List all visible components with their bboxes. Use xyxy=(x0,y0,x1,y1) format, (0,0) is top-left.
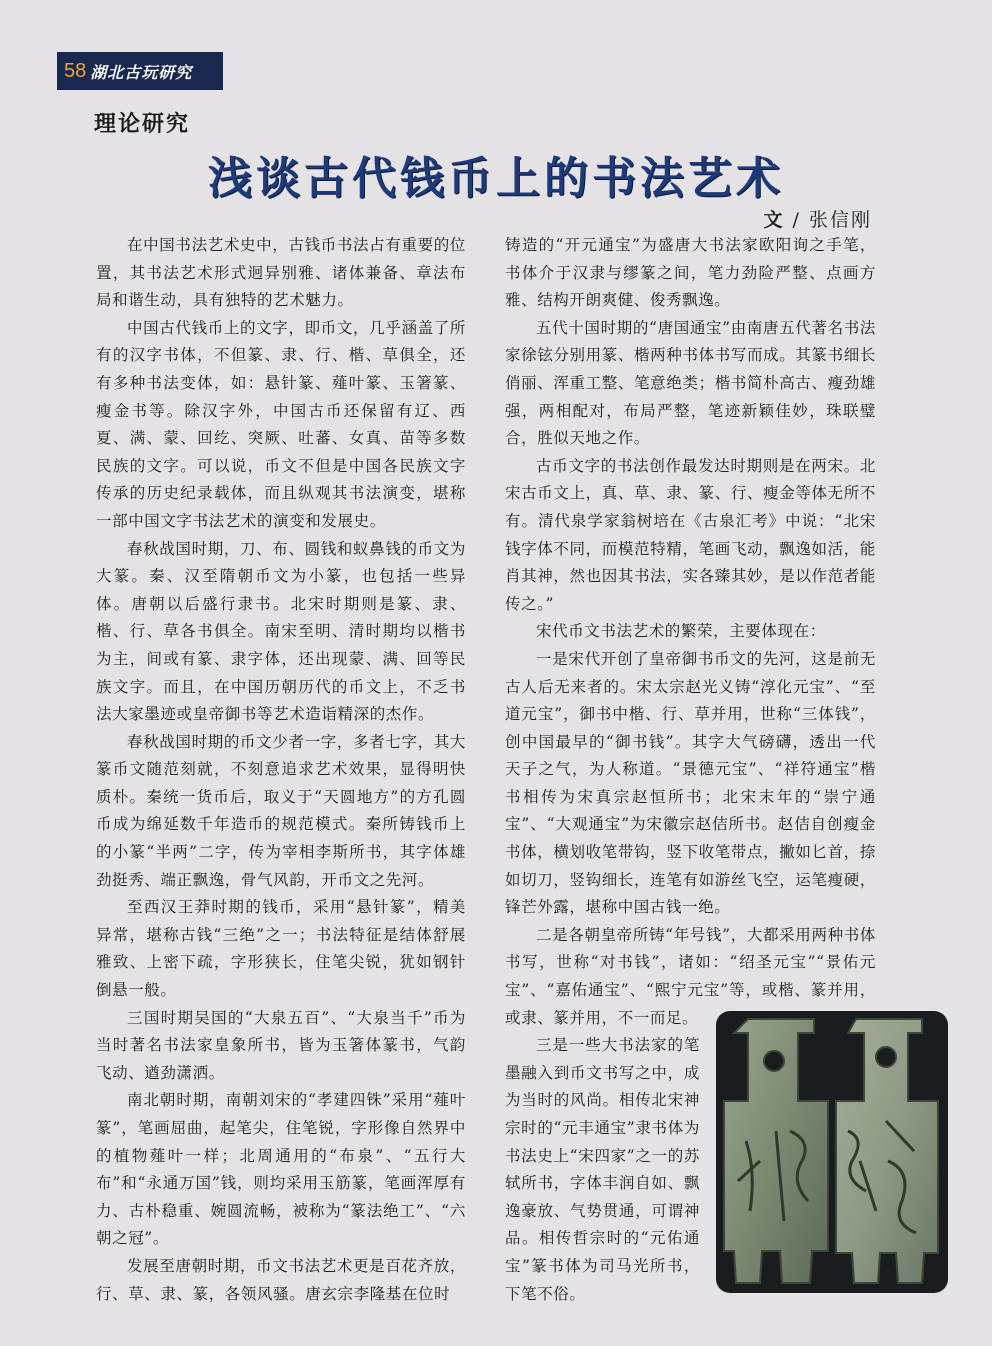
left-column xyxy=(96,232,466,1308)
paragraph: 发展至唐朝时期，币文书法艺术更是百花齐放，行、草、隶、篆，各领风骚。唐玄宗李隆基在位时 xyxy=(96,1256,466,1303)
paragraph: 一是宋代开创了皇帝御书币文的先河，这是前无古人后无来者的。宋太宗赵光义铸“淳化元宝”、“至道元宝”，御书中楷、行、草并用，世称“三体钱”，创中国最早的“御书钱”。其字大气磅礴，透出一代天子之气，为人称道。“景德元宝”、“祥符通宝”楷书相传为宋真宗赵恒所书；北宋末年的“崇宁通宝”、“大观通宝”为宋徽宗赵佶所书。赵佶自创瘦金书体，横划收笔带钩，竖下收笔带点，撇如匕首，捺如切刀，竖钩细长，连笔有如游丝飞空，运笔瘦硬，锋芒外露，堪称中国古钱一绝。 xyxy=(505,649,876,917)
paragraph-continued: 铸造的“开元通宝”为盛唐大书法家欧阳询之手笔，书体介于汉隶与缪篆之间，笔力劲险严整、点画方雅、结构开朗爽健、俊秀飘逸。 xyxy=(505,236,876,310)
byline-prefix: 文 xyxy=(763,209,785,231)
paragraph: 二是各朝皇帝所铸“年号钱”，大都采用两种书体书写，世称“对书钱”，诸如：“绍圣元宝”“景佑元宝”、“嘉佑通宝”、“熙宁元宝”等，或楷、篆并用，或隶、篆并用，不一而足。 xyxy=(505,925,876,1027)
section-label: 理论研究 xyxy=(94,112,191,137)
spade-coins-image xyxy=(716,1011,948,1293)
page-header-tab xyxy=(57,52,223,90)
paragraph: 南北朝时期，南朝刘宋的“孝建四铢”采用“薤叶篆”，笔画屈曲，起笔尖，住笔锐，字形像自然界中的植物薤叶一样；北周通用的“布泉”、“五行大布”和“永通万国”钱，则均采用玉筋篆，笔画浑厚有力、古朴稳重、婉圆流畅，被称为“篆法绝工”、“六朝之冠”。 xyxy=(96,1091,466,1248)
paragraph: 至西汉王莽时期的钱币，采用“悬针篆”，精美异常，堪称古钱“三绝”之一；书法特征是结体舒展雅致、上密下疏，字形狭长，住笔尖锐，犹如钢针倒悬一般。 xyxy=(96,898,466,1000)
right-coin xyxy=(836,1019,938,1283)
paragraph: 中国古代钱币上的文字，即币文，几乎涵盖了所有的汉字书体，不但篆、隶、行、楷、草俱全，还有多种书法变体，如：悬针篆、薤叶篆、玉箸篆、瘦金书等。除汉字外，中国古币还保留有辽、西夏、满、蒙、回纥、突厥、吐蕃、女真、苗等多数民族的文字。可以说，币文不但是中国各民族文字传承的历史纪录载体，而且纵观其书法演变，堪称一部中国文字书法艺术的演变和发展史。 xyxy=(96,318,466,530)
paragraph: 三国时期吴国的“大泉五百”、“大泉当千”币为当时著名书法家皇象所书，皆为玉箸体篆书，气韵飞动、遒劲潇洒。 xyxy=(96,1008,466,1082)
page-number: 58 xyxy=(64,59,87,82)
paragraph: 春秋战国时期，刀、布、圆钱和蚁鼻钱的币文为大篆。秦、汉至隋朝币文为小篆，也包括一些异体。唐朝以后盛行隶书。北宋时期则是篆、隶、楷、行、草各书俱全。南宋至明、清时期均以楷书为主，间或有篆、隶字体，还出现蒙、满、回等民族文字。而且，在中国历朝历代的币文上，不乏书法大家墨迹或皇帝御书等艺术造诣精深的杰作。 xyxy=(96,539,466,724)
paragraph: 古币文字的书法创作最发达时期则是在两宋。北宋古币文上，真、草、隶、篆、行、瘦金等体无所不有。清代泉学家翁树培在《古泉汇考》中说：“北宋钱字体不同，而模范特精，笔画飞动，飘逸如活，能肖其神，然也因其书法，实各臻其妙，是以作范者能传之。” xyxy=(505,456,876,613)
magazine-name: 湖北古玩研究 xyxy=(90,62,193,82)
paragraph: 宋代币文书法艺术的繁荣，主要体现在： xyxy=(536,622,826,641)
paragraph: 春秋战国时期的币文少者一字，多者七字，其大篆币文随范刻就，不刻意追求艺术效果，显得明快质朴。秦统一货币后，取义于“天圆地方”的方孔圆币成为绵延数千年造币的规范模式。秦所铸钱币上的小篆“半两”二字，传为宰相李斯所书，其字体雄劲挺秀、端正飘逸，骨气风韵，开币文之先河。 xyxy=(96,732,466,889)
byline-slash: / xyxy=(784,209,809,231)
spade-coin-photo xyxy=(716,1011,948,1293)
paragraph: 在中国书法艺术史中，古钱币书法占有重要的位置，其书法艺术形式迥异别雅、诸体兼备、章法布局和谐生动，具有独特的艺术魅力。 xyxy=(96,236,466,310)
article-title: 浅谈古代钱币上的书法艺术 xyxy=(208,153,784,204)
author-name: 张信刚 xyxy=(808,209,872,231)
paragraph: 三是一些大书法家的笔墨融入到币文书写之中，成为当时的风尚。相传北宋神宗时的“元丰通宝”隶书体为书法史上“宋四家”之一的苏轼所书，字体丰润自如、飘逸豪放、气势贯通，可谓神品。相传哲宗时的“元佑通宝”篆书体为司马光所书，下笔不俗。 xyxy=(505,1036,700,1303)
left-coin xyxy=(724,1019,828,1283)
paragraph: 五代十国时期的“唐国通宝”由南唐五代著名书法家徐铉分别用篆、楷两种书体书写而成。其篆书细长俏丽、浑重工整、笔意绝类；楷书简朴高古、瘦劲雄强，两相配对，布局严整，笔迹新颖佳妙，珠联璧合，胜似天地之作。 xyxy=(505,318,876,448)
byline xyxy=(763,205,872,232)
